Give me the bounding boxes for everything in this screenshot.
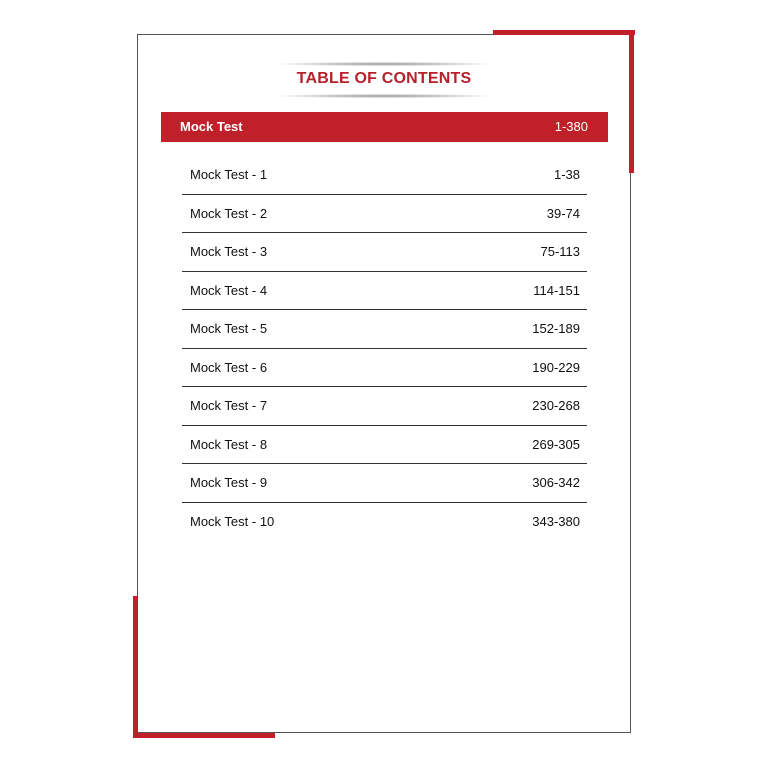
toc-entry (182, 464, 587, 503)
corner-accent-top-right-vertical (629, 30, 634, 173)
toc-entry (182, 195, 587, 234)
toc-entry (182, 426, 587, 465)
toc-entry (182, 233, 587, 272)
toc-entry-label: Mock Test - 9 (190, 475, 268, 490)
toc-entry-pages: 269-305 (532, 436, 580, 452)
corner-accent-top-right-horizontal (493, 30, 635, 35)
toc-entry-label: Mock Test - 2 (190, 205, 268, 221)
toc-entry (182, 310, 587, 349)
toc-entry-pages: 114-151 (533, 282, 580, 298)
toc-entry-pages: 152-189 (532, 321, 580, 336)
toc-entry-label: Mock Test - 3 (190, 244, 268, 259)
toc-entry-pages: 190-229 (532, 359, 580, 375)
title-rule-bottom (280, 94, 488, 98)
toc-entry (182, 272, 587, 311)
toc-entry-pages: 75-113 (540, 244, 580, 259)
toc-entry-pages: 343-380 (532, 513, 580, 529)
toc-entry-pages: 306-342 (532, 475, 580, 490)
page-title: TABLE OF CONTENTS (296, 70, 472, 87)
toc-entry (182, 387, 587, 426)
title-block (280, 62, 488, 100)
section-header-bar (161, 112, 608, 142)
toc-entry-label: Mock Test - 1 (190, 167, 268, 182)
corner-accent-bottom-left-horizontal (133, 733, 275, 738)
toc-entry (182, 156, 587, 195)
toc-entry-label: Mock Test - 8 (190, 436, 268, 452)
section-label: Mock Test (180, 119, 243, 134)
title-rule-top (280, 62, 488, 66)
toc-entry-label: Mock Test - 10 (190, 513, 275, 529)
corner-accent-bottom-left-vertical (133, 596, 138, 738)
toc-entry-label: Mock Test - 5 (190, 321, 268, 336)
section-page-range: 1-380 (554, 119, 588, 134)
toc-entry (182, 503, 587, 542)
toc-entry-pages: 39-74 (546, 205, 580, 221)
toc-entry-label: Mock Test - 7 (190, 398, 268, 413)
toc-entry-label: Mock Test - 4 (190, 282, 268, 298)
toc-entry-pages: 1-38 (553, 167, 580, 182)
toc-entry-pages: 230-268 (532, 398, 580, 413)
toc-entry-label: Mock Test - 6 (190, 359, 268, 375)
toc-entry (182, 349, 587, 388)
toc-list (182, 156, 587, 541)
